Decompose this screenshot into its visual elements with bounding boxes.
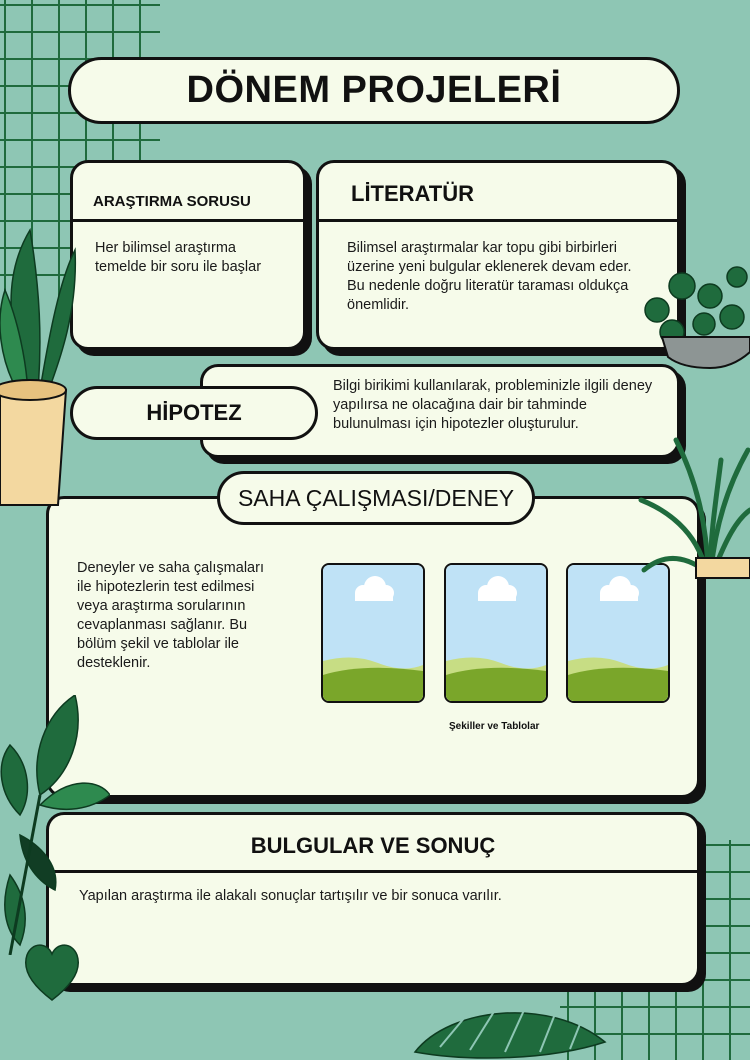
literature-heading: LİTERATÜR [351,181,475,206]
hypothesis-text: Bilgi birikimi kullanılarak, probleminizle ilgili deney yapılırsa ne olacağına dair bir tahminde bulunulması için hipotezler oluşturulur. [333,378,653,432]
figure-placeholder-3 [566,563,670,703]
palm-leaf-icon [410,1002,610,1060]
hypothesis-heading: HİPOTEZ [146,400,242,425]
landscape-image [323,565,423,701]
findings-heading: BULGULAR VE SONUÇ [250,833,496,858]
hypothesis-label [70,386,318,440]
page-title: DÖNEM PROJELERİ [186,69,562,111]
heart-leaf-icon [22,940,82,1002]
divider [319,219,677,222]
findings-text: Yapılan araştırma ile alakalı sonuçlar tartışılır ve bir sonuca varılır. [79,888,502,904]
figure-placeholder-2 [444,563,548,703]
literature-text: Bilimsel araştırmalar kar topu gibi birbirleri üzerine yeni bulgular eklenerek devam eder. Bu nedenle doğru literatür taraması oldukça önemlidir. [347,240,632,313]
landscape-image [568,565,668,701]
monstera-plant-icon [0,695,110,955]
literature-card [316,160,680,350]
potted-round-leaf-plant-icon [632,262,750,372]
research-question-card [70,160,306,350]
figures-caption: Şekiller ve Tablolar [449,721,540,732]
fieldwork-heading: SAHA ÇALIŞMASI/DENEY [237,484,515,511]
findings-card [46,812,700,986]
fieldwork-label [217,471,535,525]
potted-snake-plant-icon [0,220,80,510]
figure-placeholder-1 [321,563,425,703]
fieldwork-card [46,496,700,798]
title-banner [68,57,680,124]
fieldwork-text: Deneyler ve saha çalışmaları ile hipotezlerin test edilmesi veya araştırma sorularının cevaplanması sağlanır. Bu bölüm şekil ve tablolar ile desteklenir. [77,560,264,671]
spider-plant-icon [636,430,750,580]
research-question-text: Her bilimsel araştırma temelde bir soru ile başlar [95,240,262,275]
divider [49,870,697,873]
divider [73,219,303,222]
research-question-heading: ARAŞTIRMA SORUSU [93,193,251,210]
landscape-image [446,565,546,701]
